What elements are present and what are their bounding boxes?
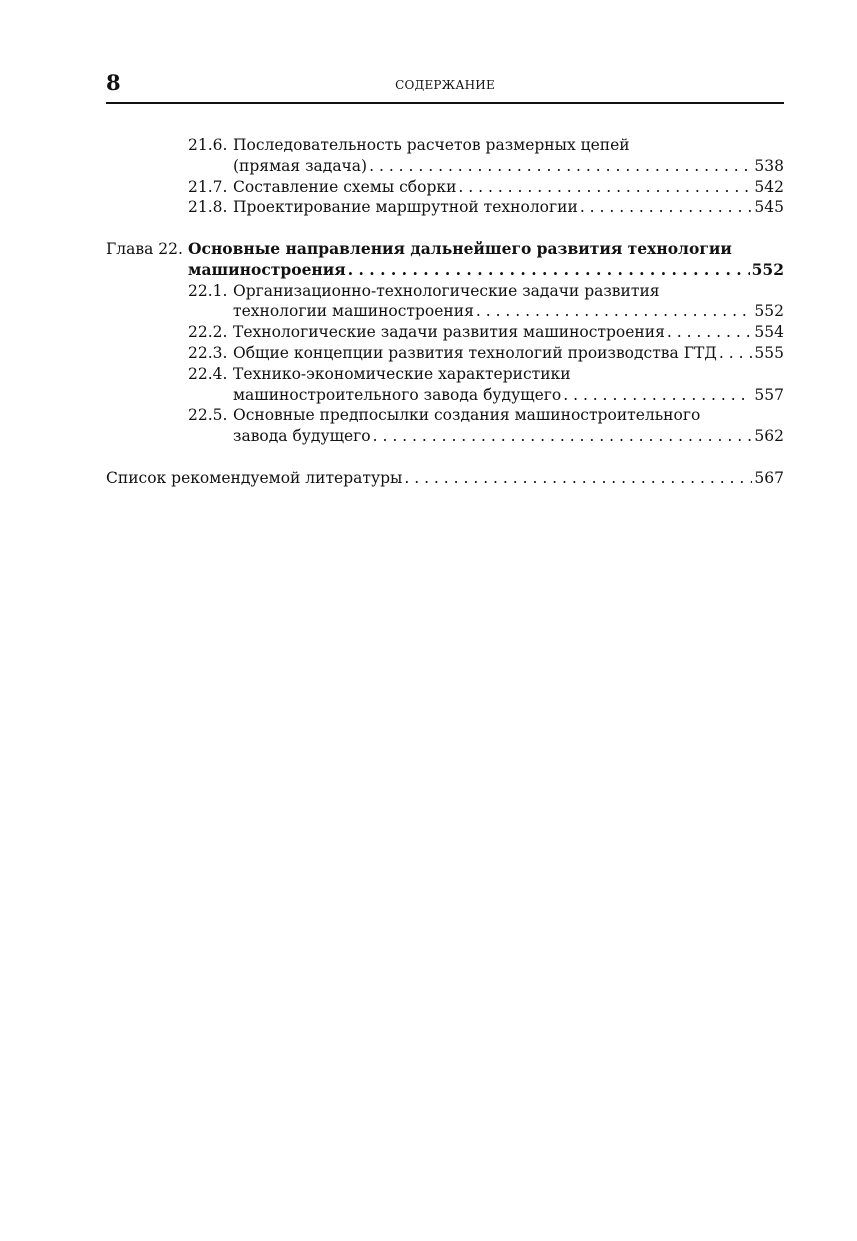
spacer xyxy=(106,447,784,468)
page-number: 8 xyxy=(106,70,121,95)
page-ref: 567 xyxy=(754,468,784,487)
section-title-line1: Организационно-технологические задачи развития xyxy=(233,281,660,300)
toc-entry-21-6-cont[interactable] xyxy=(106,156,784,177)
page-ref: 552 xyxy=(751,259,784,279)
leader-dots xyxy=(373,426,752,447)
leader-dots xyxy=(667,322,752,343)
bibliography-title: Список рекомендуемой литературы xyxy=(106,468,403,487)
toc-entry-chapter-22[interactable] xyxy=(106,239,784,260)
toc-entry-22-1[interactable] xyxy=(106,281,784,302)
section-number: 21.7. xyxy=(188,177,228,196)
leader-dots xyxy=(348,260,750,281)
toc-entry-chapter-22-cont[interactable] xyxy=(106,260,784,281)
page-ref: 538 xyxy=(754,156,784,175)
toc-entry-21-8[interactable] xyxy=(106,197,784,218)
section-title-line2: технологии машиностроения xyxy=(233,302,474,321)
section-number: 22.5. xyxy=(188,406,228,425)
chapter-title-line2: машиностроения xyxy=(188,259,346,279)
header-rule xyxy=(106,102,784,104)
section-number: 22.2. xyxy=(188,323,228,342)
toc-entry-21-7[interactable] xyxy=(106,177,784,198)
section-title: Проектирование маршрутной технологии xyxy=(233,198,578,217)
section-number: 22.1. xyxy=(188,281,228,300)
toc-entry-22-2[interactable] xyxy=(106,322,784,343)
toc-entry-bibliography[interactable] xyxy=(106,468,784,489)
running-title: СОДЕРЖАНИЕ xyxy=(395,78,495,92)
section-number: 21.6. xyxy=(188,136,228,154)
toc-entry-22-4[interactable] xyxy=(106,364,784,385)
toc-entry-21-6[interactable] xyxy=(106,135,784,156)
leader-dots xyxy=(580,197,752,218)
section-title: Технологические задачи развития машиностроения xyxy=(233,323,665,342)
page-ref: 562 xyxy=(754,427,784,446)
section-title-line1: Последовательность расчетов размерных цепей xyxy=(233,136,630,154)
table-of-contents xyxy=(106,135,784,489)
section-title-line2: завода будущего xyxy=(233,427,371,446)
leader-dots xyxy=(563,385,752,406)
leader-dots xyxy=(458,177,752,198)
leader-dots xyxy=(369,156,752,177)
chapter-label: Глава 22. xyxy=(106,239,183,258)
page-ref: 554 xyxy=(754,323,784,342)
chapter-title-line1: Основные направления дальнейшего развития технологии xyxy=(188,238,732,258)
section-number: 22.3. xyxy=(188,343,228,362)
section-title-line2: машиностроительного завода будущего xyxy=(233,385,562,404)
page-ref: 557 xyxy=(754,385,784,404)
leader-dots xyxy=(476,301,752,322)
section-title-line1: Основные предпосылки создания машиностроительного xyxy=(233,406,701,425)
section-title: Общие концепции развития технологий производства ГТД xyxy=(233,343,717,362)
spacer xyxy=(106,218,784,239)
page-ref: 545 xyxy=(754,198,784,217)
section-title: Составление схемы сборки xyxy=(233,177,457,196)
leader-dots xyxy=(404,468,752,489)
leader-dots xyxy=(719,343,752,364)
toc-entry-22-1-cont[interactable] xyxy=(106,301,784,322)
toc-entry-22-5-cont[interactable] xyxy=(106,426,784,447)
section-number: 21.8. xyxy=(188,198,228,217)
toc-entry-22-5[interactable] xyxy=(106,405,784,426)
page-ref: 555 xyxy=(754,343,784,362)
section-number: 22.4. xyxy=(188,364,228,383)
page-ref: 552 xyxy=(754,302,784,321)
section-title-line1: Технико-экономические характеристики xyxy=(233,364,571,383)
toc-entry-22-3[interactable] xyxy=(106,343,784,364)
section-title-line2: (прямая задача) xyxy=(233,156,368,175)
toc-entry-22-4-cont[interactable] xyxy=(106,385,784,406)
page-ref: 542 xyxy=(754,177,784,196)
